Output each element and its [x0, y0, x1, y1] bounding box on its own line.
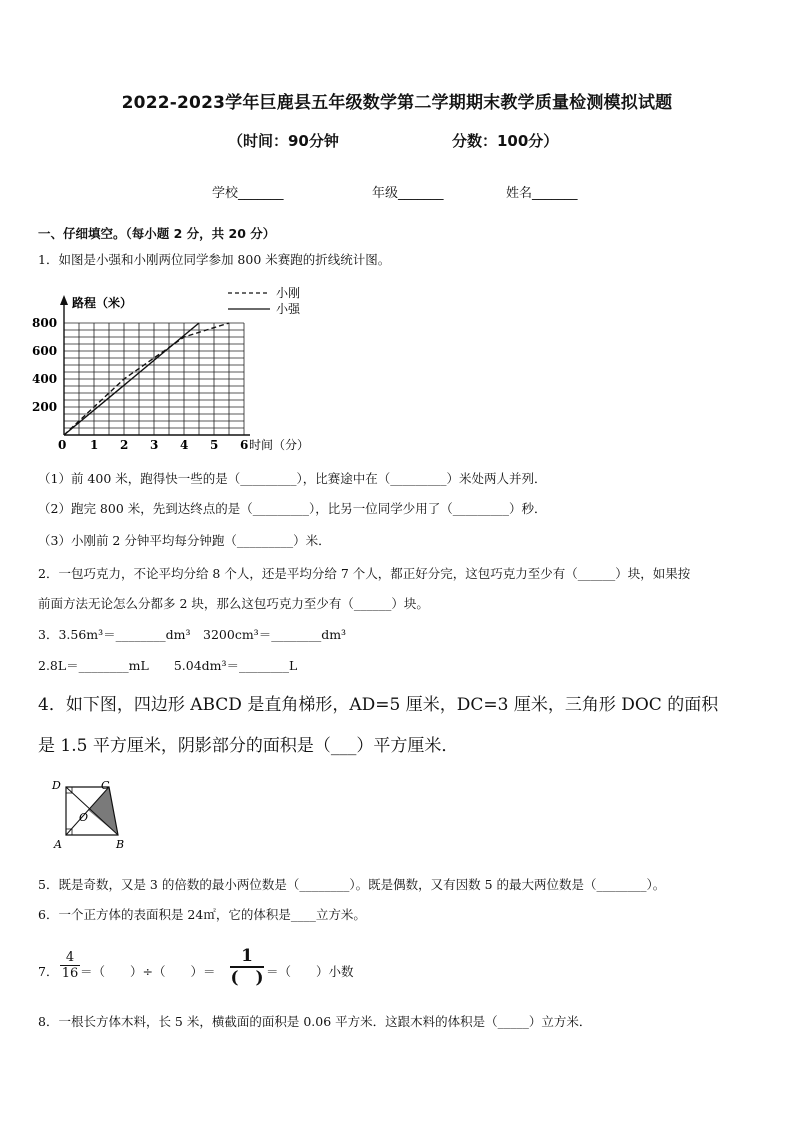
question-1-part-2: （2）跑完 800 米，先到达终点的是（_________），比另一位同学少用了（_________）秒． — [38, 501, 547, 516]
question-7-prefix: 7． — [38, 964, 59, 979]
x-tick-label: 3 — [150, 438, 159, 452]
x-tick-label: 1 — [90, 438, 99, 452]
question-4-line-2: 是 1.5 平方厘米，阴影部分的面积是（___）平方厘米． — [38, 736, 459, 756]
exam-time: （时间：90分钟 — [228, 132, 339, 150]
fraction-denominator-2: ( ) — [230, 968, 264, 988]
grade-field: 年级_______ — [372, 186, 444, 201]
question-1-part-3: （3）小刚前 2 分钟平均每分钟跑（_________）米． — [38, 533, 331, 548]
question-7-suffix: ＝（ ）小数 — [266, 964, 354, 979]
page-title: 2022-2023学年巨鹿县五年级数学第二学期期末教学质量检测模拟试题 — [121, 93, 673, 113]
section-heading: 一、仔细填空。（每小题 2 分，共 20 分） — [38, 226, 276, 241]
fraction-numerator: 4 — [65, 950, 75, 965]
question-6: 6．一个正方体的表面积是 24㎡，它的体积是____立方米。 — [38, 907, 366, 922]
y-axis-label: 路程（米） — [72, 296, 133, 310]
legend-label-xiaogang: 小刚 — [276, 286, 301, 300]
fraction-denominator: 16 — [61, 966, 79, 981]
y-tick-label: 200 — [32, 400, 58, 414]
legend-label-xiaoqiang: 小强 — [276, 302, 301, 316]
fraction-1-blank — [230, 946, 264, 988]
label-o: O — [79, 811, 89, 824]
x-tick-label: 2 — [120, 438, 129, 452]
y-tick-label: 800 — [32, 316, 58, 330]
name-field: 姓名_______ — [506, 186, 578, 201]
label-a: A — [54, 838, 62, 851]
y-tick-label: 400 — [32, 372, 58, 386]
question-1-part-1: （1）前 400 米，跑得快一些的是（_________），比赛途中在（_________）米处两人并列． — [38, 471, 547, 486]
school-field: 学校_______ — [212, 186, 284, 201]
fraction-numerator-2: 1 — [241, 946, 253, 966]
question-7-middle: ＝（ ）÷（ ）＝ — [80, 964, 216, 979]
label-c: C — [101, 779, 110, 792]
question-1: 1．如图是小强和小刚两位同学参加 800 米赛跑的折线统计图。 — [38, 252, 391, 267]
x-tick-label: 6 — [240, 438, 249, 452]
y-tick-label: 600 — [32, 344, 58, 358]
question-8: 8．一根长方体木料，长 5 米，横截面的面积是 0.06 平方米．这跟木料的体积是（_____）立方米． — [38, 1014, 592, 1029]
question-3-line-2: 2.8L＝________mL 5.04dm³＝________L — [38, 658, 298, 673]
trapezoid-figure — [44, 775, 134, 855]
x-axis-label: 时间（分） — [249, 438, 310, 452]
chart-legend — [228, 285, 301, 316]
x-tick-label: 5 — [210, 438, 219, 452]
x-tick-label: 0 — [58, 438, 67, 452]
question-2-line-2: 前面方法无论怎么分都多 2 块，那么这包巧克力至少有（______）块。 — [38, 596, 429, 611]
chart-grid — [64, 323, 244, 435]
y-axis-arrow — [60, 295, 68, 305]
x-tick-label: 4 — [180, 438, 189, 452]
line-chart — [30, 283, 330, 463]
label-b: B — [116, 838, 125, 851]
question-3-line-1: 3．3.56m³＝________dm³ 3200cm³＝________dm³ — [38, 627, 347, 642]
question-5: 5．既是奇数，又是 3 的倍数的最小两位数是（________）。既是偶数，又有因数 5 的最大两位数是（________）。 — [38, 877, 666, 892]
exam-score: 分数：100分） — [452, 132, 559, 150]
question-4-line-1: 4．如下图，四边形 ABCD 是直角梯形，AD=5 厘米，DC=3 厘米，三角形 DOC 的面积 — [38, 695, 719, 715]
fraction-4-16 — [60, 950, 80, 982]
question-2-line-1: 2．一包巧克力，不论平均分给 8 个人，还是平均分给 7 个人，都正好分完，这包巧克力至少有（______）块，如果按 — [38, 566, 691, 581]
label-d: D — [52, 779, 61, 792]
